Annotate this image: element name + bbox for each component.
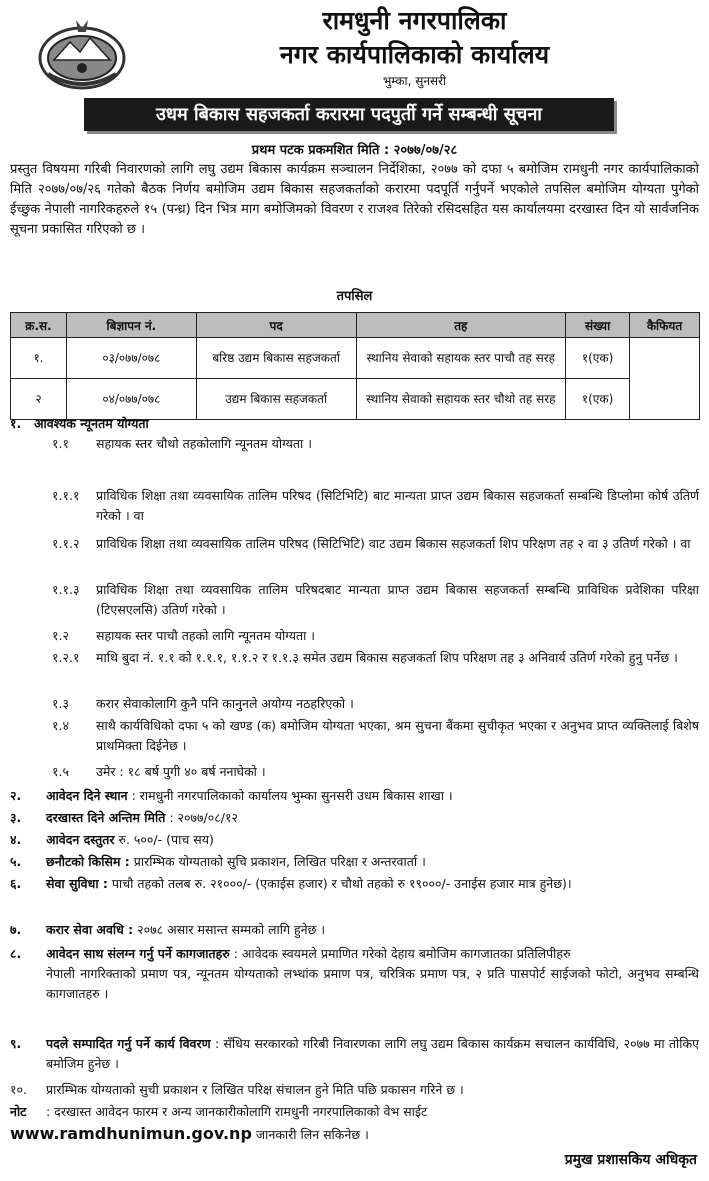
- note-text: : दरखास्त आवेदन फारम र अन्य जानकारीकोलागि रामधुनी नगरपालिकाको वेभ साईट: [46, 1104, 428, 1119]
- note-label: नोट: [10, 1104, 27, 1119]
- item-number: १.१.३: [52, 582, 80, 597]
- cell-count: १(एक): [566, 379, 630, 420]
- section-text: रु. ५००/- (पाच सय): [118, 832, 214, 847]
- cell-count: १(एक): [566, 338, 630, 379]
- section-title: छनौटको किसिम :: [46, 854, 130, 869]
- section-3: [10, 808, 699, 828]
- item-text: साथै कार्यविधिको दफा ५ को खण्ड (क) बमोजिम योग्यता भएका, श्रम सुचना बैंकमा सुचीकृत भएका र अनुभव प्राप्त व्यक्तिलाई बिशेष प्राथमिक्ता दिईनेछ ।: [96, 718, 699, 753]
- item-number: १.२.१: [52, 650, 80, 665]
- cell-ad-no: ०३/०७७/०७८: [66, 338, 196, 379]
- cell-sn: २: [11, 379, 67, 420]
- section-text: : रामधुनी नगरपालिकाको कार्यालय भुम्का सुनसरी उधम बिकास शाखा ।: [131, 788, 453, 803]
- cell-ad-no: ०४/०७७/०७८: [66, 379, 196, 420]
- section-number: १.: [10, 416, 22, 431]
- publication-date: प्रथम पटक प्रकमशित मिति : २०७७/०७/२८: [251, 143, 458, 158]
- section-title: आवश्यक न्यूनतम योग्यता: [34, 416, 149, 431]
- section-5: [10, 852, 699, 872]
- item-1-1-2: [52, 534, 699, 554]
- section-4: [10, 830, 699, 850]
- item-number: १.१.२: [52, 536, 80, 551]
- section-text: : २०७७/०८/१२: [169, 810, 238, 825]
- item-number: १.१.१: [52, 488, 80, 503]
- intro-paragraph: प्रस्तुत विषयमा गरिबी निवारणको लागि लघु उद्यम बिकास कार्यक्रम सञ्चालन निर्देशिका, २०७७ को दफा ५ बमोजिम रामधुनी नगर कार्यपालिकाको मिति २०७७/०७/२६ गतेको बैठक निर्णय बमोजिम उद्यम बिकास सहजकर्ताको करारमा पदपूर्ति गर्नुपर्ने भएकोले तपसिल बमोजिम योग्यता पुगेको ईच्छुक नेपाली नागरिकहरुले १५ (पन्ध्र) दिन भित्र माग बमोजिमको विवरण र राजश्व तिरेको रसिदसहित यस कार्यालयमा दरखास्त दिन यो सार्वजनिक सूचना प्रकासित गरिएको छ ।: [10, 162, 699, 237]
- item-number: १.५: [52, 764, 69, 779]
- section-7: [10, 920, 699, 940]
- item-1-2-1: [52, 648, 699, 668]
- cell-post: उद्यम बिकास सहजकर्ता: [196, 379, 356, 420]
- section-number: ७.: [10, 922, 22, 937]
- municipality-name: रामधुनी नगरपालिका: [322, 6, 507, 35]
- table-header-row: [11, 313, 700, 338]
- cell-remarks: [630, 338, 700, 420]
- section-6: [10, 874, 699, 894]
- item-text: प्राविधिक शिक्षा तथा व्यवसायिक तालिम परिषद (सिटिभिटि) बाट मान्यता प्राप्त उद्यम बिकास सहजकर्ता सम्बन्धि डिप्लोमा कोर्ष उतिर्ण गरेको । वा: [96, 488, 699, 523]
- item-text: प्राविधिक शिक्षा तथा व्यवसायिक तालिम परिषद (सिटिभिटि) वाट उद्यम बिकास सहजकर्ता शिप परिक्षण तह २ वा ३ उतिर्ण गरेको । वा: [96, 536, 691, 551]
- item-number: १.४: [52, 718, 69, 733]
- note-text-end: जानकारी लिन सकिनेछ ।: [255, 1127, 369, 1142]
- section-9: [10, 1034, 699, 1074]
- section-text: २०७८ असार मसान्त सम्मको लागि हुनेछ ।: [137, 922, 326, 937]
- item-1-1-3: [52, 580, 699, 620]
- signature-title: प्रमुख प्रशासकिय अधिकृत: [564, 1152, 697, 1168]
- item-text: करार सेवाकोलागि कुनै पनि कानुनले अयोग्य नठहरिएको ।: [96, 696, 354, 711]
- item-text: माथि बुदा नं. १.१ को १.१.१, १.१.२ र १.१.३ समेत उद्यम बिकास सहजकर्ता शिप परिक्षण तह ३ अनिवार्य उतिर्ण गरेको हुनु पर्नेछ ।: [96, 650, 678, 665]
- section-10: [10, 1080, 699, 1100]
- section-number: २.: [10, 788, 22, 803]
- section-title: करार सेवा अवधि :: [46, 922, 134, 937]
- office-location: भुम्का, सुनसरी: [382, 74, 447, 88]
- office-name: नगर कार्यपालिकाको कार्यालय: [279, 40, 550, 69]
- cell-level: स्थानिय सेवाको सहायक स्तर चौथो तह सरह: [356, 379, 566, 420]
- item-text: सहायक स्तर चौथो तहकोलागि न्यूनतम योग्यता ।: [96, 436, 312, 451]
- section-1: [10, 414, 699, 434]
- section-2: [10, 786, 699, 806]
- item-1-1: [52, 434, 699, 454]
- section-title: आवेदन दिने स्थान: [46, 788, 128, 803]
- section-title: सेवा सुविधा :: [46, 876, 108, 891]
- table-row: [11, 338, 700, 379]
- section-title: आवेदन दस्तुतर: [46, 832, 115, 847]
- col-header-sn: क्र.स.: [11, 313, 67, 338]
- col-header-ad-no: बिज्ञापन नं.: [66, 313, 196, 338]
- item-text: सहायक स्तर पाचौ तहको लागि न्यूनतम योग्यता ।: [96, 628, 316, 643]
- section-title: आवेदन साथ संलग्न गर्नु पर्ने कागजातहरु: [46, 946, 230, 961]
- cell-post: बरिष्ठ उद्यम बिकास सहजकर्ता: [196, 338, 356, 379]
- section-number: ९.: [10, 1036, 22, 1051]
- section-text: : सँधिय सरकारको गरिबी निवारणका लागि लघु उद्यम बिकास कार्यक्रम सचालन कार्यविधि, २०७७ मा तोकिए बमोजिम हुनेछ ।: [46, 1036, 699, 1071]
- col-header-remarks: कैफियत: [630, 313, 700, 338]
- section-number: ५.: [10, 854, 22, 869]
- section-text-documents: नेपाली नागरिक्ताको प्रमाण पत्र, न्यूनतम योग्यताको लभ्धांक प्रमाण पत्र, चरित्रिक प्रमाण पत्र, २ प्रति पासपोर्ट साईजको फोटो, अनुभव सम्बन्धि कागजातहरु ।: [46, 966, 699, 1001]
- item-number: १.२: [52, 628, 69, 643]
- nepal-emblem-icon: [36, 14, 128, 92]
- section-text: : आवेदक स्वयमले प्रमाणित गरेको देहाय बमोजिम कागजातका प्रतिलिपीहरु: [233, 946, 571, 961]
- note-section: [10, 1102, 699, 1145]
- section-number: ६.: [10, 876, 22, 891]
- item-1-4: [52, 716, 699, 756]
- section-text: पाचौ तहको तलब रु. २१०००/- (एकाईस हजार) र चौथो तहको रु १९०००/- उनाईस हजार मात्र हुनेछ)।: [111, 876, 572, 891]
- section-8: [10, 944, 699, 1004]
- col-header-count: संख्या: [566, 313, 630, 338]
- vacancy-table: [10, 312, 700, 420]
- item-1-2: [52, 626, 699, 646]
- item-number: १.३: [52, 696, 69, 711]
- section-number: १०.: [10, 1082, 27, 1097]
- col-header-post: पद: [196, 313, 356, 338]
- section-number: ३.: [10, 810, 22, 825]
- item-number: १.१: [52, 436, 69, 451]
- item-1-3: [52, 694, 699, 714]
- cell-level: स्थानिय सेवाको सहायक स्तर पाचौ तह सरह: [356, 338, 566, 379]
- section-number: ८.: [10, 946, 22, 961]
- section-title: दरखास्त दिने अन्तिम मिति: [46, 810, 166, 825]
- section-text: प्रारम्भिक योग्यताको सुची प्रकाशन र लिखित परिक्ष संचालन हुने मिति पछि प्रकासन गरिने छ ।: [46, 1082, 464, 1097]
- item-text: उमेर : १८ बर्ष पुगी ४० बर्ष ननाघेको ।: [96, 764, 266, 779]
- col-header-level: तह: [356, 313, 566, 338]
- section-title: पदले सम्पादित गर्नु पर्ने कार्य विवरण: [46, 1036, 211, 1051]
- notice-title-banner: उधम बिकास सहजकर्ता करारमा पदपुर्ती गर्ने सम्बन्धी सूचना: [84, 98, 614, 131]
- cell-sn: १.: [11, 338, 67, 379]
- section-text: प्रारम्भिक योग्यताको सुचि प्रकाशन, लिखित परिक्षा र अन्तरवार्ता ।: [133, 854, 426, 869]
- section-number: ४.: [10, 832, 22, 847]
- website-link[interactable]: www.ramdhunimun.gov.np: [10, 1124, 252, 1143]
- item-1-1-1: [52, 486, 699, 526]
- item-text: प्राविधिक शिक्षा तथा व्यवसायिक तालिम परिषदबाट मान्यता प्राप्त उद्यम बिकास सहजकर्ता सम्बन्धि प्राविधिक प्रवेशिका परिक्षा (टिएसएलसि) उतिर्ण गरेको ।: [96, 582, 699, 617]
- schedule-heading: तपसिल: [336, 289, 373, 304]
- item-1-5: [52, 762, 699, 782]
